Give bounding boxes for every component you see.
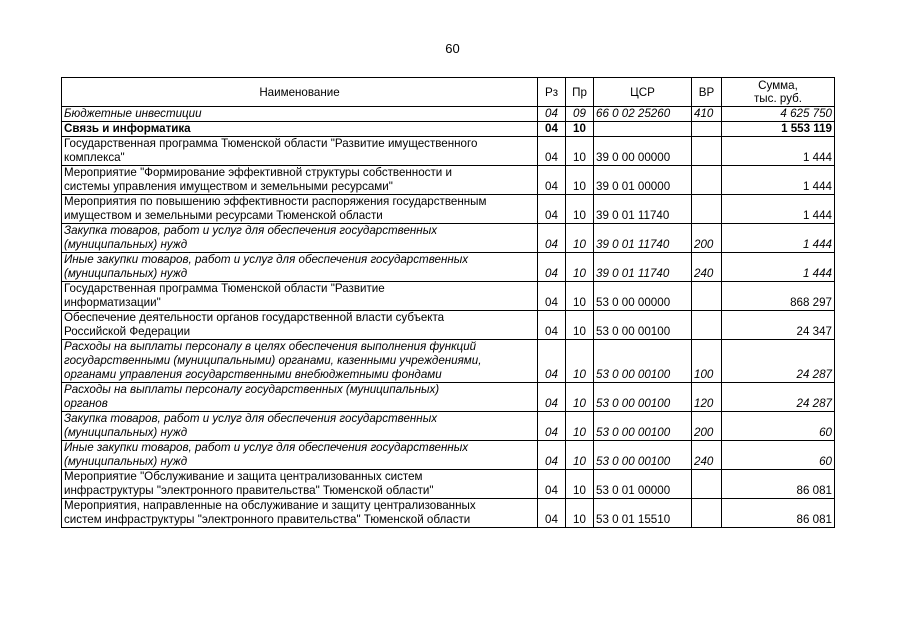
budget-table [61, 77, 835, 528]
cell-pr: 10 [566, 195, 594, 224]
cell-vr: 200 [692, 412, 722, 441]
cell-csr: 39 0 01 00000 [594, 166, 692, 195]
cell-pr: 10 [566, 253, 594, 282]
cell-name: Иные закупки товаров, работ и услуг для обеспечения государственных (муниципальных) нужд [62, 441, 538, 470]
cell-vr: 120 [692, 383, 722, 412]
table-row [62, 383, 835, 412]
cell-name: Расходы на выплаты персоналу государственных (муниципальных) органов [62, 383, 538, 412]
cell-rz: 04 [538, 441, 566, 470]
cell-vr [692, 311, 722, 340]
cell-name: Закупка товаров, работ и услуг для обеспечения государственных (муниципальных) нужд [62, 412, 538, 441]
cell-name: Иные закупки товаров, работ и услуг для обеспечения государственных (муниципальных) нужд [62, 253, 538, 282]
cell-rz: 04 [538, 470, 566, 499]
table-row [62, 412, 835, 441]
header-name: Наименование [62, 78, 538, 107]
cell-csr: 53 0 00 00100 [594, 383, 692, 412]
table-row [62, 224, 835, 253]
cell-rz: 04 [538, 224, 566, 253]
cell-sum: 24 287 [722, 340, 835, 383]
table-row [62, 340, 835, 383]
cell-rz: 04 [538, 499, 566, 528]
cell-rz: 04 [538, 412, 566, 441]
cell-csr: 53 0 00 00100 [594, 340, 692, 383]
cell-pr: 10 [566, 383, 594, 412]
cell-sum: 1 444 [722, 253, 835, 282]
table-row [62, 137, 835, 166]
cell-csr: 39 0 00 00000 [594, 137, 692, 166]
table-row [62, 166, 835, 195]
cell-rz: 04 [538, 137, 566, 166]
cell-csr: 53 0 01 15510 [594, 499, 692, 528]
table-body [62, 107, 835, 528]
cell-sum: 1 444 [722, 224, 835, 253]
cell-rz: 04 [538, 122, 566, 137]
cell-pr: 10 [566, 441, 594, 470]
cell-pr: 10 [566, 470, 594, 499]
cell-csr: 53 0 00 00000 [594, 282, 692, 311]
cell-vr [692, 137, 722, 166]
header-rz: Рз [538, 78, 566, 107]
cell-csr: 66 0 02 25260 [594, 107, 692, 122]
cell-csr: 39 0 01 11740 [594, 195, 692, 224]
cell-pr: 10 [566, 224, 594, 253]
cell-name: Мероприятие "Формирование эффективной структуры собственности и системы управления имуществом и земельными ресурсами" [62, 166, 538, 195]
cell-vr [692, 499, 722, 528]
cell-sum: 60 [722, 412, 835, 441]
header-csr: ЦСР [594, 78, 692, 107]
cell-sum: 1 444 [722, 137, 835, 166]
cell-vr: 240 [692, 441, 722, 470]
table-row [62, 311, 835, 340]
header-sum: Сумма, тыс. руб. [722, 78, 835, 107]
table-row [62, 441, 835, 470]
cell-rz: 04 [538, 195, 566, 224]
page-number: 60 [445, 41, 460, 56]
cell-pr: 10 [566, 340, 594, 383]
header-pr: Пр [566, 78, 594, 107]
cell-sum: 1 444 [722, 195, 835, 224]
cell-sum: 1 444 [722, 166, 835, 195]
cell-pr: 09 [566, 107, 594, 122]
cell-vr: 100 [692, 340, 722, 383]
cell-sum: 4 625 750 [722, 107, 835, 122]
cell-name: Обеспечение деятельности органов государственной власти субъекта Российской Федерации [62, 311, 538, 340]
cell-csr [594, 122, 692, 137]
cell-csr: 53 0 00 00100 [594, 311, 692, 340]
cell-vr: 410 [692, 107, 722, 122]
cell-name: Мероприятие "Обслуживание и защита централизованных систем инфраструктуры "электронного правительства" Тюменской области" [62, 470, 538, 499]
header-vr: ВР [692, 78, 722, 107]
cell-sum: 60 [722, 441, 835, 470]
table-row [62, 470, 835, 499]
cell-sum: 1 553 119 [722, 122, 835, 137]
cell-csr: 39 0 01 11740 [594, 224, 692, 253]
cell-pr: 10 [566, 282, 594, 311]
cell-name: Государственная программа Тюменской области "Развитие информатизации" [62, 282, 538, 311]
cell-name: Расходы на выплаты персоналу в целях обеспечения выполнения функций государственными (муниципальными) органами, казенными учреждениями, органами управления государственными внебюджетными фондами [62, 340, 538, 383]
cell-csr: 53 0 01 00000 [594, 470, 692, 499]
cell-rz: 04 [538, 253, 566, 282]
cell-name: Государственная программа Тюменской области "Развитие имущественного комплекса" [62, 137, 538, 166]
cell-name: Закупка товаров, работ и услуг для обеспечения государственных (муниципальных) нужд [62, 224, 538, 253]
cell-rz: 04 [538, 107, 566, 122]
table-header-row [62, 78, 835, 107]
table-row [62, 107, 835, 122]
cell-pr: 10 [566, 166, 594, 195]
cell-sum: 86 081 [722, 470, 835, 499]
cell-vr: 240 [692, 253, 722, 282]
cell-name: Мероприятия, направленные на обслуживание и защиту централизованных систем инфраструктуры "электронного правительства" Тюменской области [62, 499, 538, 528]
cell-pr: 10 [566, 499, 594, 528]
cell-pr: 10 [566, 311, 594, 340]
table-row [62, 195, 835, 224]
table-row [62, 122, 835, 137]
cell-vr [692, 122, 722, 137]
cell-csr: 53 0 00 00100 [594, 412, 692, 441]
cell-vr [692, 166, 722, 195]
cell-pr: 10 [566, 412, 594, 441]
cell-vr [692, 470, 722, 499]
cell-name: Мероприятия по повышению эффективности распоряжения государственным имуществом и земельными ресурсами Тюменской области [62, 195, 538, 224]
cell-csr: 53 0 00 00100 [594, 441, 692, 470]
cell-vr [692, 282, 722, 311]
cell-rz: 04 [538, 166, 566, 195]
table-row [62, 282, 835, 311]
cell-sum: 24 347 [722, 311, 835, 340]
cell-rz: 04 [538, 282, 566, 311]
cell-sum: 24 287 [722, 383, 835, 412]
cell-name: Бюджетные инвестиции [62, 107, 538, 122]
cell-pr: 10 [566, 122, 594, 137]
cell-pr: 10 [566, 137, 594, 166]
cell-sum: 86 081 [722, 499, 835, 528]
cell-vr: 200 [692, 224, 722, 253]
cell-sum: 868 297 [722, 282, 835, 311]
table-row [62, 499, 835, 528]
table-row [62, 253, 835, 282]
cell-name: Связь и информатика [62, 122, 538, 137]
cell-rz: 04 [538, 340, 566, 383]
cell-rz: 04 [538, 311, 566, 340]
cell-vr [692, 195, 722, 224]
cell-rz: 04 [538, 383, 566, 412]
cell-csr: 39 0 01 11740 [594, 253, 692, 282]
